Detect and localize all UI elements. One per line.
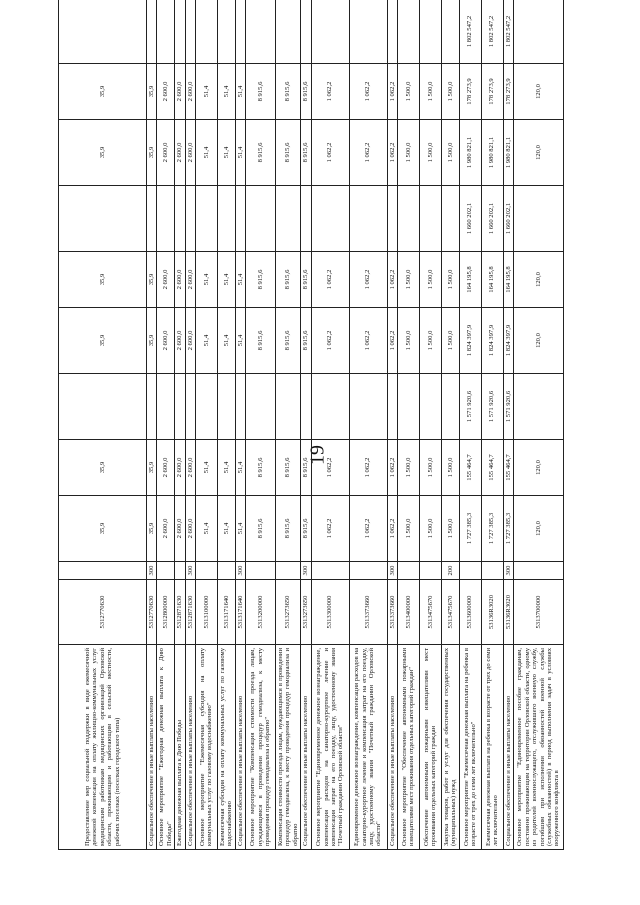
row-description: Социальное обеспечение и иные выплаты населению — [185, 645, 195, 850]
row-description: Основное мероприятие "Ежемесячная субсидия на оплату коммунальных услуг по газовому водоснабжению" — [195, 645, 217, 850]
row-description: Ежегодная денежная выплата к Дню Победы — [175, 645, 185, 850]
row-description: Социальное обеспечение и иные выплаты населению — [387, 645, 397, 850]
row-description: Основное мероприятие "Ежемесячная денежная выплата на ребенка в возрасте от трех до семи лет включительно" — [459, 645, 481, 850]
row-value-v1: 51,4 — [235, 496, 245, 562]
row-expense-type: 300 — [301, 562, 311, 580]
row-value-v6: 1 660 202,1 — [459, 186, 481, 252]
row-description: Социальное обеспечение и иные выплаты населению — [301, 645, 311, 850]
row-expense-type — [157, 562, 175, 580]
row-description: Обеспечение автономными пожарными извещателями мест проживания отдельных категорий граждан — [419, 645, 441, 850]
row-code: 5313100000 — [195, 580, 217, 645]
row-value-v3: 1 571 920,6 — [503, 374, 513, 440]
row-expense-type: 300 — [235, 562, 245, 580]
row-value-v9 — [147, 0, 157, 64]
row-value-v1: 8 915,6 — [276, 496, 301, 562]
row-value-v8: 1 062,2 — [311, 64, 349, 120]
row-description: Основное мероприятие "Единовременное денежное вознаграждение, компенсация расходов на санаторно-курортное лечение и компенсация затрат на его поездку, лицу, удостоенному звания "Почетный гражданин Орловской области" — [311, 645, 349, 850]
row-expense-type: 300 — [387, 562, 397, 580]
row-description: Социальное обеспечение и иные выплаты населению — [503, 645, 513, 850]
row-value-v3 — [301, 374, 311, 440]
row-value-v2: 51,4 — [235, 440, 245, 496]
row-description: Основное мероприятие "Компенсация стоимости проезда лицам, нуждающимся в проведении процедур гемодиализа, к месту проведения процедур гемодиализа и обратно" — [246, 645, 276, 850]
row-value-v1: 35,9 — [147, 496, 157, 562]
row-value-v7: 8 915,6 — [301, 120, 311, 186]
row-code: 5313171640 — [235, 580, 245, 645]
row-value-v4: 2 600,0 — [185, 308, 195, 374]
row-value-v9 — [185, 0, 195, 64]
row-value-v4: 2 600,0 — [175, 308, 185, 374]
row-value-v4: 8 915,6 — [246, 308, 276, 374]
row-expense-type — [59, 562, 147, 580]
row-value-v1: 1 727 385,3 — [503, 496, 513, 562]
row-value-v5: 2 600,0 — [175, 252, 185, 308]
row-value-v1: 1 500,0 — [397, 496, 419, 562]
table-row — [185, 0, 195, 850]
row-value-v5: 8 915,6 — [276, 252, 301, 308]
row-value-v2: 51,4 — [195, 440, 217, 496]
row-code: 53136R3020 — [481, 580, 503, 645]
row-value-v1: 1 062,2 — [387, 496, 397, 562]
row-value-v5: 35,9 — [59, 252, 147, 308]
row-code: 5312871630 — [185, 580, 195, 645]
row-value-v3 — [185, 374, 195, 440]
table-row — [217, 0, 235, 850]
row-expense-type — [514, 562, 564, 580]
row-expense-type — [276, 562, 301, 580]
row-value-v1: 8 915,6 — [246, 496, 276, 562]
table-row — [59, 0, 147, 850]
row-value-v2: 2 600,0 — [185, 440, 195, 496]
row-value-v1: 1 500,0 — [419, 496, 441, 562]
row-value-v7: 1 980 821,1 — [459, 120, 481, 186]
table-row — [481, 0, 503, 850]
row-value-v8: 51,4 — [235, 64, 245, 120]
row-code: 5312770630 — [59, 580, 147, 645]
row-value-v4: 1 500,0 — [419, 308, 441, 374]
row-value-v9 — [397, 0, 419, 64]
row-value-v7: 2 600,0 — [157, 120, 175, 186]
row-value-v8: 1 500,0 — [397, 64, 419, 120]
row-value-v5: 51,4 — [217, 252, 235, 308]
row-value-v7: 35,9 — [147, 120, 157, 186]
table-row — [514, 0, 564, 850]
row-value-v4: 35,9 — [147, 308, 157, 374]
row-value-v4: 8 915,6 — [301, 308, 311, 374]
row-value-v5: 1 500,0 — [397, 252, 419, 308]
row-value-v5: 51,4 — [195, 252, 217, 308]
table-row — [301, 0, 311, 850]
row-expense-type — [481, 562, 503, 580]
row-value-v6: 1 660 202,1 — [503, 186, 513, 252]
row-value-v8: 35,9 — [147, 64, 157, 120]
row-value-v2: 2 600,0 — [157, 440, 175, 496]
row-description: Основное мероприятие "Обеспечение автономными пожарными извещателями мест проживания отдельных категорий граждан" — [397, 645, 419, 850]
row-description: Социальное обеспечение и иные выплаты населению — [235, 645, 245, 850]
row-value-v9 — [441, 0, 459, 64]
row-value-v7: 2 600,0 — [175, 120, 185, 186]
row-value-v5: 164 195,8 — [459, 252, 481, 308]
row-value-v4: 51,4 — [235, 308, 245, 374]
row-value-v3 — [217, 374, 235, 440]
row-value-v4: 1 062,2 — [311, 308, 349, 374]
row-value-v6 — [246, 186, 276, 252]
row-value-v2: 35,9 — [147, 440, 157, 496]
row-value-v8: 178 273,9 — [481, 64, 503, 120]
row-value-v7: 1 980 821,1 — [503, 120, 513, 186]
row-value-v1: 51,4 — [195, 496, 217, 562]
table-row — [235, 0, 245, 850]
row-value-v8: 51,4 — [195, 64, 217, 120]
row-value-v7: 1 980 821,1 — [481, 120, 503, 186]
row-value-v1: 120,0 — [514, 496, 564, 562]
row-code: 5313475670 — [419, 580, 441, 645]
row-expense-type — [459, 562, 481, 580]
row-value-v1: 1 062,2 — [349, 496, 387, 562]
row-value-v6: 1 660 202,1 — [481, 186, 503, 252]
row-value-v8: 2 600,0 — [185, 64, 195, 120]
row-value-v5: 2 600,0 — [157, 252, 175, 308]
row-value-v3 — [419, 374, 441, 440]
row-expense-type — [175, 562, 185, 580]
row-value-v8: 1 500,0 — [441, 64, 459, 120]
row-value-v6 — [195, 186, 217, 252]
row-expense-type — [311, 562, 349, 580]
row-value-v1: 1 062,2 — [311, 496, 349, 562]
row-value-v8: 2 600,0 — [157, 64, 175, 120]
row-value-v3 — [175, 374, 185, 440]
row-value-v2: 35,9 — [59, 440, 147, 496]
row-value-v6 — [157, 186, 175, 252]
row-value-v4: 51,4 — [195, 308, 217, 374]
row-value-v3 — [397, 374, 419, 440]
row-description: Основное мероприятие "Ежегодная денежная выплата к Дню Победы" — [157, 645, 175, 850]
row-value-v7: 51,4 — [195, 120, 217, 186]
row-value-v2: 1 062,2 — [387, 440, 397, 496]
row-value-v2: 51,4 — [217, 440, 235, 496]
row-value-v2: 1 500,0 — [419, 440, 441, 496]
row-value-v6 — [59, 186, 147, 252]
row-code: 5312800000 — [157, 580, 175, 645]
page-number: 19 — [306, 445, 329, 465]
row-description: Основное мероприятие "Единовременное пособие гражданам, постоянно проживающим на территории Орловской области, одному из родителей военнослужащего, отслужившего военную службу, погибшим при исполнении обязанностей военной службы (служебных обязанностей) в период выполнения задач в условиях вооруженного конфликта в — [514, 645, 564, 850]
table-row — [311, 0, 349, 850]
row-value-v4: 8 915,6 — [276, 308, 301, 374]
row-value-v7: 1 062,2 — [311, 120, 349, 186]
row-value-v6 — [276, 186, 301, 252]
row-value-v4: 1 500,0 — [441, 308, 459, 374]
row-value-v5: 164 195,8 — [503, 252, 513, 308]
row-value-v4: 35,9 — [59, 308, 147, 374]
table-row — [276, 0, 301, 850]
row-value-v3 — [276, 374, 301, 440]
row-value-v9 — [195, 0, 217, 64]
row-value-v6 — [311, 186, 349, 252]
table-row — [157, 0, 175, 850]
row-value-v5: 8 915,6 — [301, 252, 311, 308]
table-row — [397, 0, 419, 850]
row-value-v8: 1 062,2 — [387, 64, 397, 120]
row-expense-type — [397, 562, 419, 580]
row-code: 5313300000 — [311, 580, 349, 645]
row-value-v1: 2 600,0 — [175, 496, 185, 562]
row-code: 5313171640 — [217, 580, 235, 645]
row-value-v5: 1 062,2 — [387, 252, 397, 308]
row-value-v3 — [59, 374, 147, 440]
row-value-v1: 8 915,6 — [301, 496, 311, 562]
row-value-v7: 2 600,0 — [185, 120, 195, 186]
row-description: Предоставление мер социальной поддержки в виде ежемесячной денежной компенсации на оплату жилищно-коммунальных услуг медицинским работникам медицинских организаций Орловской области, проживающим и работающим в сельской местности, рабочих поселках (поселках городского типа) — [59, 645, 147, 850]
row-value-v5: 51,4 — [235, 252, 245, 308]
row-value-v4: 1 824 397,9 — [503, 308, 513, 374]
row-value-v6 — [235, 186, 245, 252]
row-value-v2: 1 500,0 — [397, 440, 419, 496]
row-value-v2: 1 500,0 — [441, 440, 459, 496]
row-value-v1: 2 600,0 — [185, 496, 195, 562]
row-code: 5313273650 — [276, 580, 301, 645]
table-row — [459, 0, 481, 850]
row-value-v8: 2 600,0 — [175, 64, 185, 120]
row-value-v5: 1 062,2 — [311, 252, 349, 308]
row-value-v1: 51,4 — [217, 496, 235, 562]
row-value-v8: 178 273,9 — [503, 64, 513, 120]
budget-table-container — [58, 15, 561, 850]
row-expense-type — [217, 562, 235, 580]
row-expense-type — [195, 562, 217, 580]
row-value-v9 — [387, 0, 397, 64]
row-value-v5: 1 062,2 — [349, 252, 387, 308]
row-value-v2: 155 464,7 — [481, 440, 503, 496]
row-value-v3 — [195, 374, 217, 440]
row-code: 5313273650 — [301, 580, 311, 645]
row-expense-type — [246, 562, 276, 580]
table-row — [349, 0, 387, 850]
row-value-v9 — [157, 0, 175, 64]
row-expense-type: 300 — [503, 562, 513, 580]
row-code: 5313700000 — [514, 580, 564, 645]
row-value-v1: 35,9 — [59, 496, 147, 562]
row-value-v3 — [514, 374, 564, 440]
row-value-v7: 1 500,0 — [419, 120, 441, 186]
row-description: Ежемесячная субсидия на оплату коммунальных услуг по газовому водоснабжению — [217, 645, 235, 850]
row-value-v4: 1 062,2 — [349, 308, 387, 374]
row-value-v4: 51,4 — [217, 308, 235, 374]
row-value-v2: 8 915,6 — [276, 440, 301, 496]
row-value-v1: 1 727 385,3 — [481, 496, 503, 562]
row-code: 5313600000 — [459, 580, 481, 645]
row-expense-type: 200 — [441, 562, 459, 580]
row-value-v5: 1 500,0 — [441, 252, 459, 308]
row-value-v8: 1 500,0 — [419, 64, 441, 120]
row-value-v3 — [246, 374, 276, 440]
row-value-v4: 2 600,0 — [157, 308, 175, 374]
row-expense-type — [419, 562, 441, 580]
row-value-v1: 2 600,0 — [157, 496, 175, 562]
row-value-v7: 1 500,0 — [397, 120, 419, 186]
row-value-v4: 120,0 — [514, 308, 564, 374]
row-value-v5: 1 500,0 — [419, 252, 441, 308]
row-value-v5: 120,0 — [514, 252, 564, 308]
row-code: 5313475670 — [441, 580, 459, 645]
row-value-v2: 8 915,6 — [301, 440, 311, 496]
row-value-v3 — [311, 374, 349, 440]
row-value-v6 — [397, 186, 419, 252]
row-code: 5312871630 — [175, 580, 185, 645]
row-value-v6 — [349, 186, 387, 252]
row-value-v9: 1 802 547,2 — [481, 0, 503, 64]
row-value-v7: 120,0 — [514, 120, 564, 186]
row-value-v7: 35,9 — [59, 120, 147, 186]
row-value-v5: 35,9 — [147, 252, 157, 308]
row-value-v6 — [514, 186, 564, 252]
table-row — [175, 0, 185, 850]
row-value-v9 — [246, 0, 276, 64]
table-row — [195, 0, 217, 850]
row-value-v8: 35,9 — [59, 64, 147, 120]
row-expense-type: 300 — [185, 562, 195, 580]
row-description: Социальное обеспечение и иные выплаты населению — [147, 645, 157, 850]
row-value-v4: 1 500,0 — [397, 308, 419, 374]
row-value-v9 — [311, 0, 349, 64]
row-value-v8: 1 062,2 — [349, 64, 387, 120]
row-value-v7: 1 500,0 — [441, 120, 459, 186]
row-value-v8: 51,4 — [217, 64, 235, 120]
row-expense-type: 300 — [147, 562, 157, 580]
row-value-v9 — [59, 0, 147, 64]
row-value-v3: 1 571 920,6 — [459, 374, 481, 440]
row-description: Компенсация стоимости проезда лицам, нуждающимся в проведении процедур гемодиализа, к месту проведения процедур гемодиализа и обратно — [276, 645, 301, 850]
row-value-v7: 1 062,2 — [349, 120, 387, 186]
row-value-v9: 1 802 547,2 — [459, 0, 481, 64]
row-value-v7: 1 062,2 — [387, 120, 397, 186]
row-value-v3 — [235, 374, 245, 440]
row-code: 53136R3020 — [503, 580, 513, 645]
row-value-v9 — [419, 0, 441, 64]
row-code: 5312770630 — [147, 580, 157, 645]
row-value-v4: 1 824 397,9 — [459, 308, 481, 374]
row-value-v9 — [301, 0, 311, 64]
row-value-v7: 8 915,6 — [276, 120, 301, 186]
row-value-v6 — [301, 186, 311, 252]
table-row — [387, 0, 397, 850]
row-value-v4: 1 062,2 — [387, 308, 397, 374]
row-value-v2: 8 915,6 — [246, 440, 276, 496]
row-value-v8: 8 915,6 — [246, 64, 276, 120]
row-code: 5313373660 — [349, 580, 387, 645]
row-value-v5: 2 600,0 — [185, 252, 195, 308]
row-value-v9 — [175, 0, 185, 64]
row-value-v6 — [419, 186, 441, 252]
row-description: Ежемесячная денежная выплата на ребенка в возрасте от трех до семи лет включительно — [481, 645, 503, 850]
row-value-v2: 2 600,0 — [175, 440, 185, 496]
row-code: 5313400000 — [397, 580, 419, 645]
row-value-v1: 1 500,0 — [441, 496, 459, 562]
row-value-v1: 1 727 385,3 — [459, 496, 481, 562]
row-description: Закупка товаров, работ и услуг для обеспечения государственных (муниципальных) нужд — [441, 645, 459, 850]
row-value-v9 — [276, 0, 301, 64]
row-value-v3: 1 571 920,6 — [481, 374, 503, 440]
row-value-v7: 51,4 — [217, 120, 235, 186]
row-value-v7: 51,4 — [235, 120, 245, 186]
row-value-v2: 1 062,2 — [311, 440, 349, 496]
row-code: 5313200000 — [246, 580, 276, 645]
row-value-v5: 164 195,8 — [481, 252, 503, 308]
row-value-v9: 1 802 547,2 — [503, 0, 513, 64]
row-value-v6 — [185, 186, 195, 252]
row-value-v6 — [147, 186, 157, 252]
row-value-v6 — [175, 186, 185, 252]
row-value-v6 — [217, 186, 235, 252]
table-row — [419, 0, 441, 850]
row-value-v2: 155 464,7 — [503, 440, 513, 496]
row-value-v8: 8 915,6 — [276, 64, 301, 120]
row-value-v2: 120,0 — [514, 440, 564, 496]
row-value-v5: 8 915,6 — [246, 252, 276, 308]
row-value-v2: 1 062,2 — [349, 440, 387, 496]
table-row — [503, 0, 513, 850]
row-value-v7: 8 915,6 — [246, 120, 276, 186]
row-value-v3 — [387, 374, 397, 440]
table-row — [246, 0, 276, 850]
row-value-v8: 8 915,6 — [301, 64, 311, 120]
row-description: Единовременное денежное вознаграждение, компенсация расходов на санаторно-курортное лечение и компенсация затрат на его поездку, лицу, удостоенному звания "Почетный гражданин Орловской области" — [349, 645, 387, 850]
row-value-v8: 178 273,9 — [459, 64, 481, 120]
row-value-v6 — [387, 186, 397, 252]
row-code: 5313373660 — [387, 580, 397, 645]
row-value-v9 — [514, 0, 564, 64]
table-row — [441, 0, 459, 850]
row-value-v9 — [349, 0, 387, 64]
row-expense-type — [349, 562, 387, 580]
row-value-v6 — [441, 186, 459, 252]
rotated-page-area — [58, 15, 561, 850]
budget-table — [58, 0, 564, 850]
row-value-v3 — [441, 374, 459, 440]
row-value-v2: 155 464,7 — [459, 440, 481, 496]
row-value-v9 — [217, 0, 235, 64]
row-value-v3 — [157, 374, 175, 440]
row-value-v3 — [147, 374, 157, 440]
row-value-v3 — [349, 374, 387, 440]
row-value-v4: 1 824 397,9 — [481, 308, 503, 374]
table-row — [147, 0, 157, 850]
row-value-v8: 120,0 — [514, 64, 564, 120]
row-value-v9 — [235, 0, 245, 64]
